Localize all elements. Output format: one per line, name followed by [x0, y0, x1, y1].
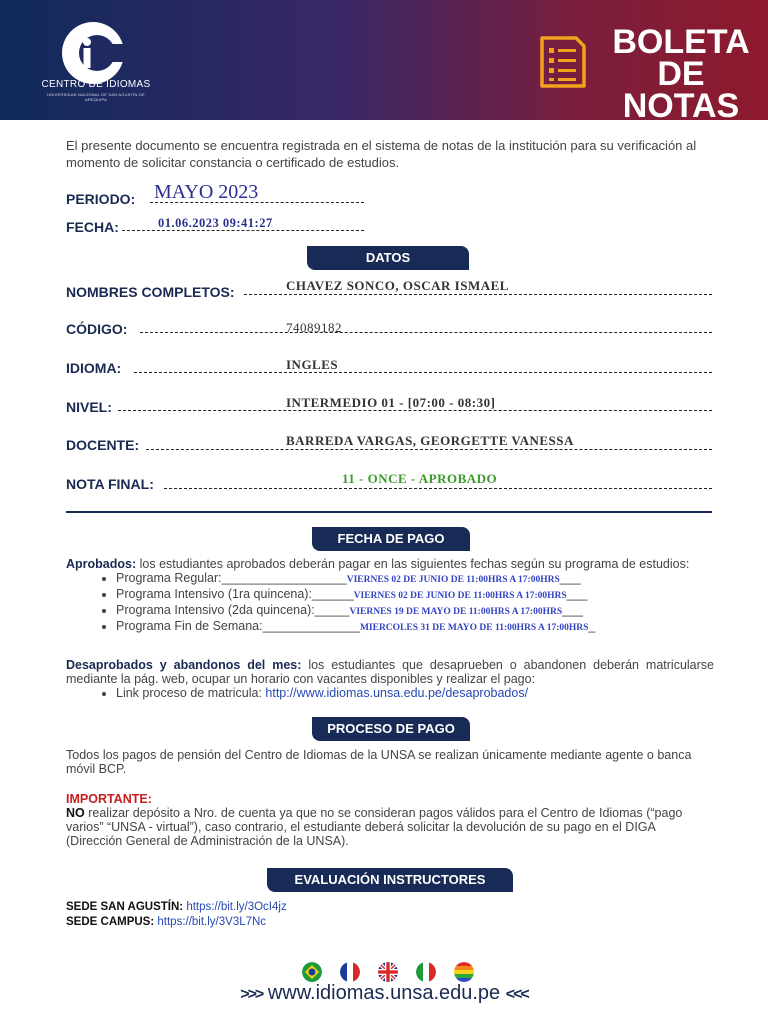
aprobados-text: los estudiantes aprobados deberán pagar en las siguientes fechas según su programa de estudios: [139, 557, 690, 571]
program-date: VIERNES 02 DE JUNIO DE 11:00HRS A 17:00HRS [346, 575, 560, 585]
aprobados-paragraph [66, 557, 714, 635]
program-tail: ___ [566, 587, 588, 601]
logo-subtext: UNIVERSIDAD NACIONAL DE SAN AGUSTÍN DE AREQUIPA [47, 92, 145, 102]
idioma-label: IDIOMA: [66, 360, 122, 376]
nombres-label: NOMBRES COMPLETOS: [66, 284, 235, 300]
program-tail: ___ [562, 603, 583, 617]
importante-paragraph [66, 792, 714, 848]
nivel-label: NIVEL: [66, 399, 112, 415]
codigo-label: CÓDIGO: [66, 321, 128, 337]
fecha-label: FECHA: [66, 219, 119, 235]
program-label: Programa Regular:__________________ [116, 571, 347, 585]
list-item [116, 686, 714, 700]
list-item [116, 603, 714, 619]
importante-text: realizar depósito a Nro. de cuenta ya que no se consideran pagos válidos para el Centro de Idiomas (“pago varios” “UNSA - virtual”), caso contrario, el estudiante deberá solicitar la devolución de su pago en el DIGA (Dirección General de Administración de la UNSA). [66, 806, 683, 848]
programs-list [66, 571, 714, 635]
program-date: VIERNES 02 DE JUNIO DE 11:00HRS A 17:00HRS [353, 591, 567, 601]
fecha-value: 01.06.2023 09:41:27 [158, 216, 273, 230]
codigo-value: 74089182 [286, 320, 342, 335]
list-item [116, 587, 714, 603]
aprobados-label: Aprobados: [66, 557, 137, 571]
proceso-pago-text: Todos los pagos de pensión del Centro de Idiomas de la UNSA se realizan únicamente mediante agente o banca móvil BCP. [66, 748, 692, 776]
footer [0, 982, 768, 1005]
section-divider [66, 511, 712, 513]
list-item [116, 571, 714, 587]
title-line-1: BOLETA [612, 23, 750, 61]
header-banner [0, 0, 768, 125]
datos-section-title: DATOS [307, 246, 469, 270]
footer-arrows-right: <<< [505, 986, 528, 1003]
program-label: Programa Intensivo (1ra quincena):______ [116, 587, 354, 601]
sede1-link[interactable]: https://bit.ly/3OcI4jz [186, 901, 287, 913]
nota-final-label: NOTA FINAL: [66, 476, 154, 492]
sede2-link[interactable]: https://bit.ly/3V3L7Nc [157, 916, 267, 928]
program-date: MIERCOLES 31 DE MAYO DE 11:00HRS A 17:00HRS [359, 623, 589, 633]
brazil-flag-icon [302, 962, 322, 982]
nivel-value: INTERMEDIO 01 - [07:00 - 08:30] [286, 395, 496, 410]
centro-idiomas-logo-icon [60, 20, 126, 86]
desaprobados-text: los estudiantes que desaprueben o abandonen deberán matricularse mediante la pág. web, ocupar un horario con vacantes disponibles y realizar el pago: [66, 658, 714, 686]
sede-campus [66, 915, 266, 930]
codigo-line [140, 332, 712, 333]
fecha-pago-section-title: FECHA DE PAGO [312, 527, 470, 551]
document-list-icon [538, 32, 588, 90]
desaprobados-label: Desaprobados y abandonos del mes: [66, 658, 302, 672]
docente-line [146, 449, 712, 450]
logo-text: CENTRO DE IDIOMAS [41, 79, 151, 90]
nombres-line [244, 294, 712, 295]
sede-san-agustin [66, 900, 287, 915]
idioma-line [134, 372, 712, 373]
nota-final-value: 11 - ONCE - APROBADO [342, 471, 498, 486]
footer-website[interactable]: www.idiomas.unsa.edu.pe [267, 982, 501, 1004]
program-label: Programa Fin de Semana:______________ [116, 619, 360, 633]
sede2-label: SEDE CAMPUS: [66, 916, 155, 928]
nota-final-line [164, 488, 712, 489]
docente-value: BARREDA VARGAS, GEORGETTE VANESSA [286, 433, 574, 448]
rainbow-flag-icon [454, 962, 474, 982]
program-date: VIERNES 19 DE MAYO DE 11:00HRS A 17:00HRS [349, 607, 563, 617]
no-label: NO [66, 806, 85, 820]
periodo-label: PERIODO: [66, 191, 136, 207]
program-tail: _ [588, 619, 596, 633]
desaprobados-paragraph [66, 658, 714, 700]
program-label: Programa Intensivo (2da quincena):_____ [116, 603, 350, 617]
idioma-value: INGLES [286, 357, 339, 372]
list-item [116, 619, 714, 635]
footer-arrows-left: >>> [240, 986, 263, 1003]
title-line-2: DE NOTAS [622, 55, 740, 125]
desaprobados-link[interactable]: http://www.idiomas.unsa.edu.pe/desaprobados/ [265, 686, 529, 700]
proceso-pago-section-title: PROCESO DE PAGO [312, 717, 470, 741]
france-flag-icon [340, 962, 360, 982]
evaluacion-section-title: EVALUACIÓN INSTRUCTORES [267, 868, 513, 892]
link-label: Link proceso de matricula: [116, 686, 262, 700]
program-tail: ___ [559, 571, 581, 585]
uk-flag-icon [378, 962, 398, 982]
boleta-title [600, 23, 762, 125]
docente-label: DOCENTE: [66, 437, 140, 453]
nombres-value: CHAVEZ SONCO, OSCAR ISMAEL [286, 278, 509, 293]
importante-label: IMPORTANTE: [66, 792, 152, 806]
intro-text: El presente documento se encuentra registrada en el sistema de notas de la institución para su verificación al momento de solicitar constancia o certificado de estudios. [66, 138, 697, 170]
italy-flag-icon [416, 962, 436, 982]
periodo-value: MAYO 2023 [154, 181, 259, 203]
sede1-label: SEDE SAN AGUSTÍN: [66, 901, 184, 913]
link-list [66, 686, 714, 700]
